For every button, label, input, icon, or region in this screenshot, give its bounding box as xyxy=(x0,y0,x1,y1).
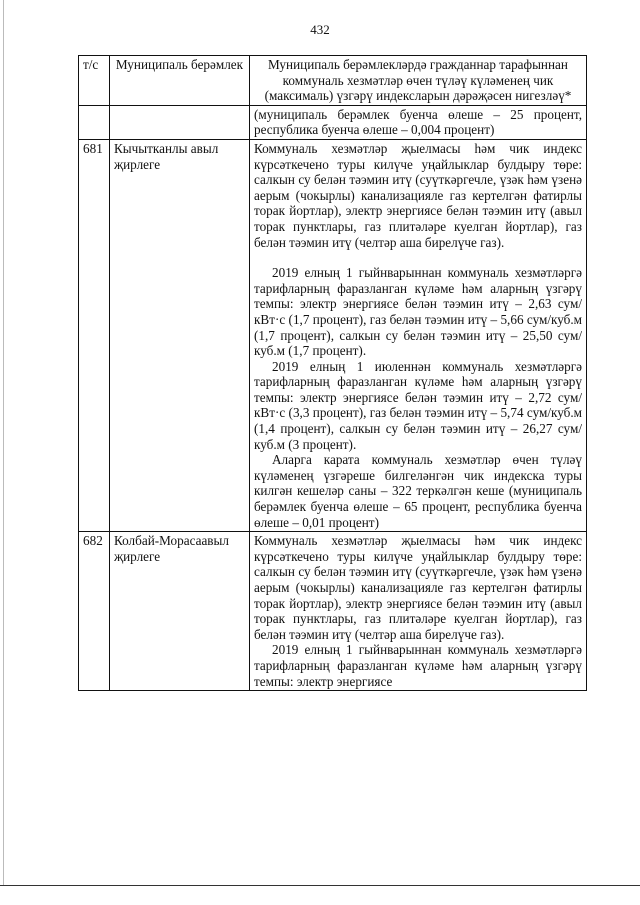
row-description xyxy=(250,532,587,691)
description-paragraph: 2019 елның 1 гыйнварыннан коммуналь хезмәтләргә тарифларның фаразланган күләме һәм аларның үзгәрү темпы: электр энергиясе белән тәэмин итү – 2,63 сум/кВт·с (1,7 процент), газ белән тәэмин итү – 5,66 сум/куб.м (1,7 процент), салкын су белән тәэмин итү – 25,50 сум/куб.м (1,7 процент). xyxy=(254,265,582,359)
table-header-row xyxy=(79,56,587,106)
tariff-table xyxy=(78,55,587,691)
page-bottom-edge xyxy=(0,885,640,886)
row-description xyxy=(250,139,587,531)
continuation-text: (муниципаль берәмлек буенча өлеше – 25 процент, республика буенча өлеше – 0,004 процент) xyxy=(250,105,587,139)
header-municipality: Муниципаль берәмлек xyxy=(110,56,250,106)
description-paragraph: Аларга карата коммуналь хезмәтләр өчен түләү күләменең үзгәреше билгеләнгән чик индекска туры килгән кешеләр саны – 322 теркәлгән кеше (муниципаль берәмлек буенча өлеше – 65 процент, республика буенча өлеше – 0,01 процент) xyxy=(254,452,582,530)
description-paragraph: 2019 елның 1 июленнән коммуналь хезмәтләргә тарифларның фаразланган күләме һәм аларның үзгәрү темпы: электр энергиясе белән тәэмин итү – 2,72 сум/кВт·с (3,3 процент), газ белән тәэмин итү – 5,74 сум/куб.м (1,4 процент), салкын су белән тәэмин итү – 26,27 сум/куб.м (3 процент). xyxy=(254,358,582,452)
description-paragraph: Коммуналь хезмәтләр җыелмасы һәм чик индекс күрсәткечено туры килүче уңайлыклар булдыру төре: салкын су белән тәэмин итү (суүткәргечле, үзәк һәм үзенә аерым (чокырлы) канализацияле газ кертелгән фатирлы торак йортлар), электр энергиясе белән тәэмин итү (авыл торак пунктлары, газ плитәләре куелган йортлар), газ белән тәэмин итү (челтәр аша бирелүче газ). xyxy=(254,533,582,642)
description-paragraph: Коммуналь хезмәтләр җыелмасы һәм чик индекс күрсәткечено туры килүче уңайлыклар булдыру төре: салкын су белән тәэмин итү (суүткәргечле, үзәк һәм үзенә аерым (чокырлы) канализацияле газ кертелгән фатирлы торак йортлар), электр энергиясе белән тәэмин итү (авыл торак пунктлары, газ плитәләре куелган йортлар), газ белән тәэмин итү (челтәр аша бирелүче газ). xyxy=(254,140,582,250)
description-paragraph: 2019 елның 1 гыйнварыннан коммуналь хезмәтләргә тарифларның фаразланган күләме һәм аларның үзгәрү темпы: электр энергиясе xyxy=(254,642,582,689)
page-left-edge xyxy=(3,0,4,885)
continuation-name-cell xyxy=(110,105,250,139)
table-row-continuation xyxy=(79,105,587,139)
row-municipality-name: Колбай-Морасаавыл җирлеге xyxy=(110,532,250,691)
page-number: 432 xyxy=(310,22,330,37)
header-number: т/с xyxy=(79,56,110,106)
table-row xyxy=(79,139,587,531)
header-index: Муниципаль берәмлекләрдә гражданнар тарафыннан коммуналь хезмәтләр өчен түләү күләменең чик (максималь) үзгәрү индексларын дәрәҗәсен нигезләү* xyxy=(250,56,587,106)
continuation-num-cell xyxy=(79,105,110,139)
row-number: 681 xyxy=(79,139,110,531)
table-row xyxy=(79,532,587,691)
row-municipality-name: Кычытканлы авыл җирлеге xyxy=(110,139,250,531)
row-number: 682 xyxy=(79,532,110,691)
